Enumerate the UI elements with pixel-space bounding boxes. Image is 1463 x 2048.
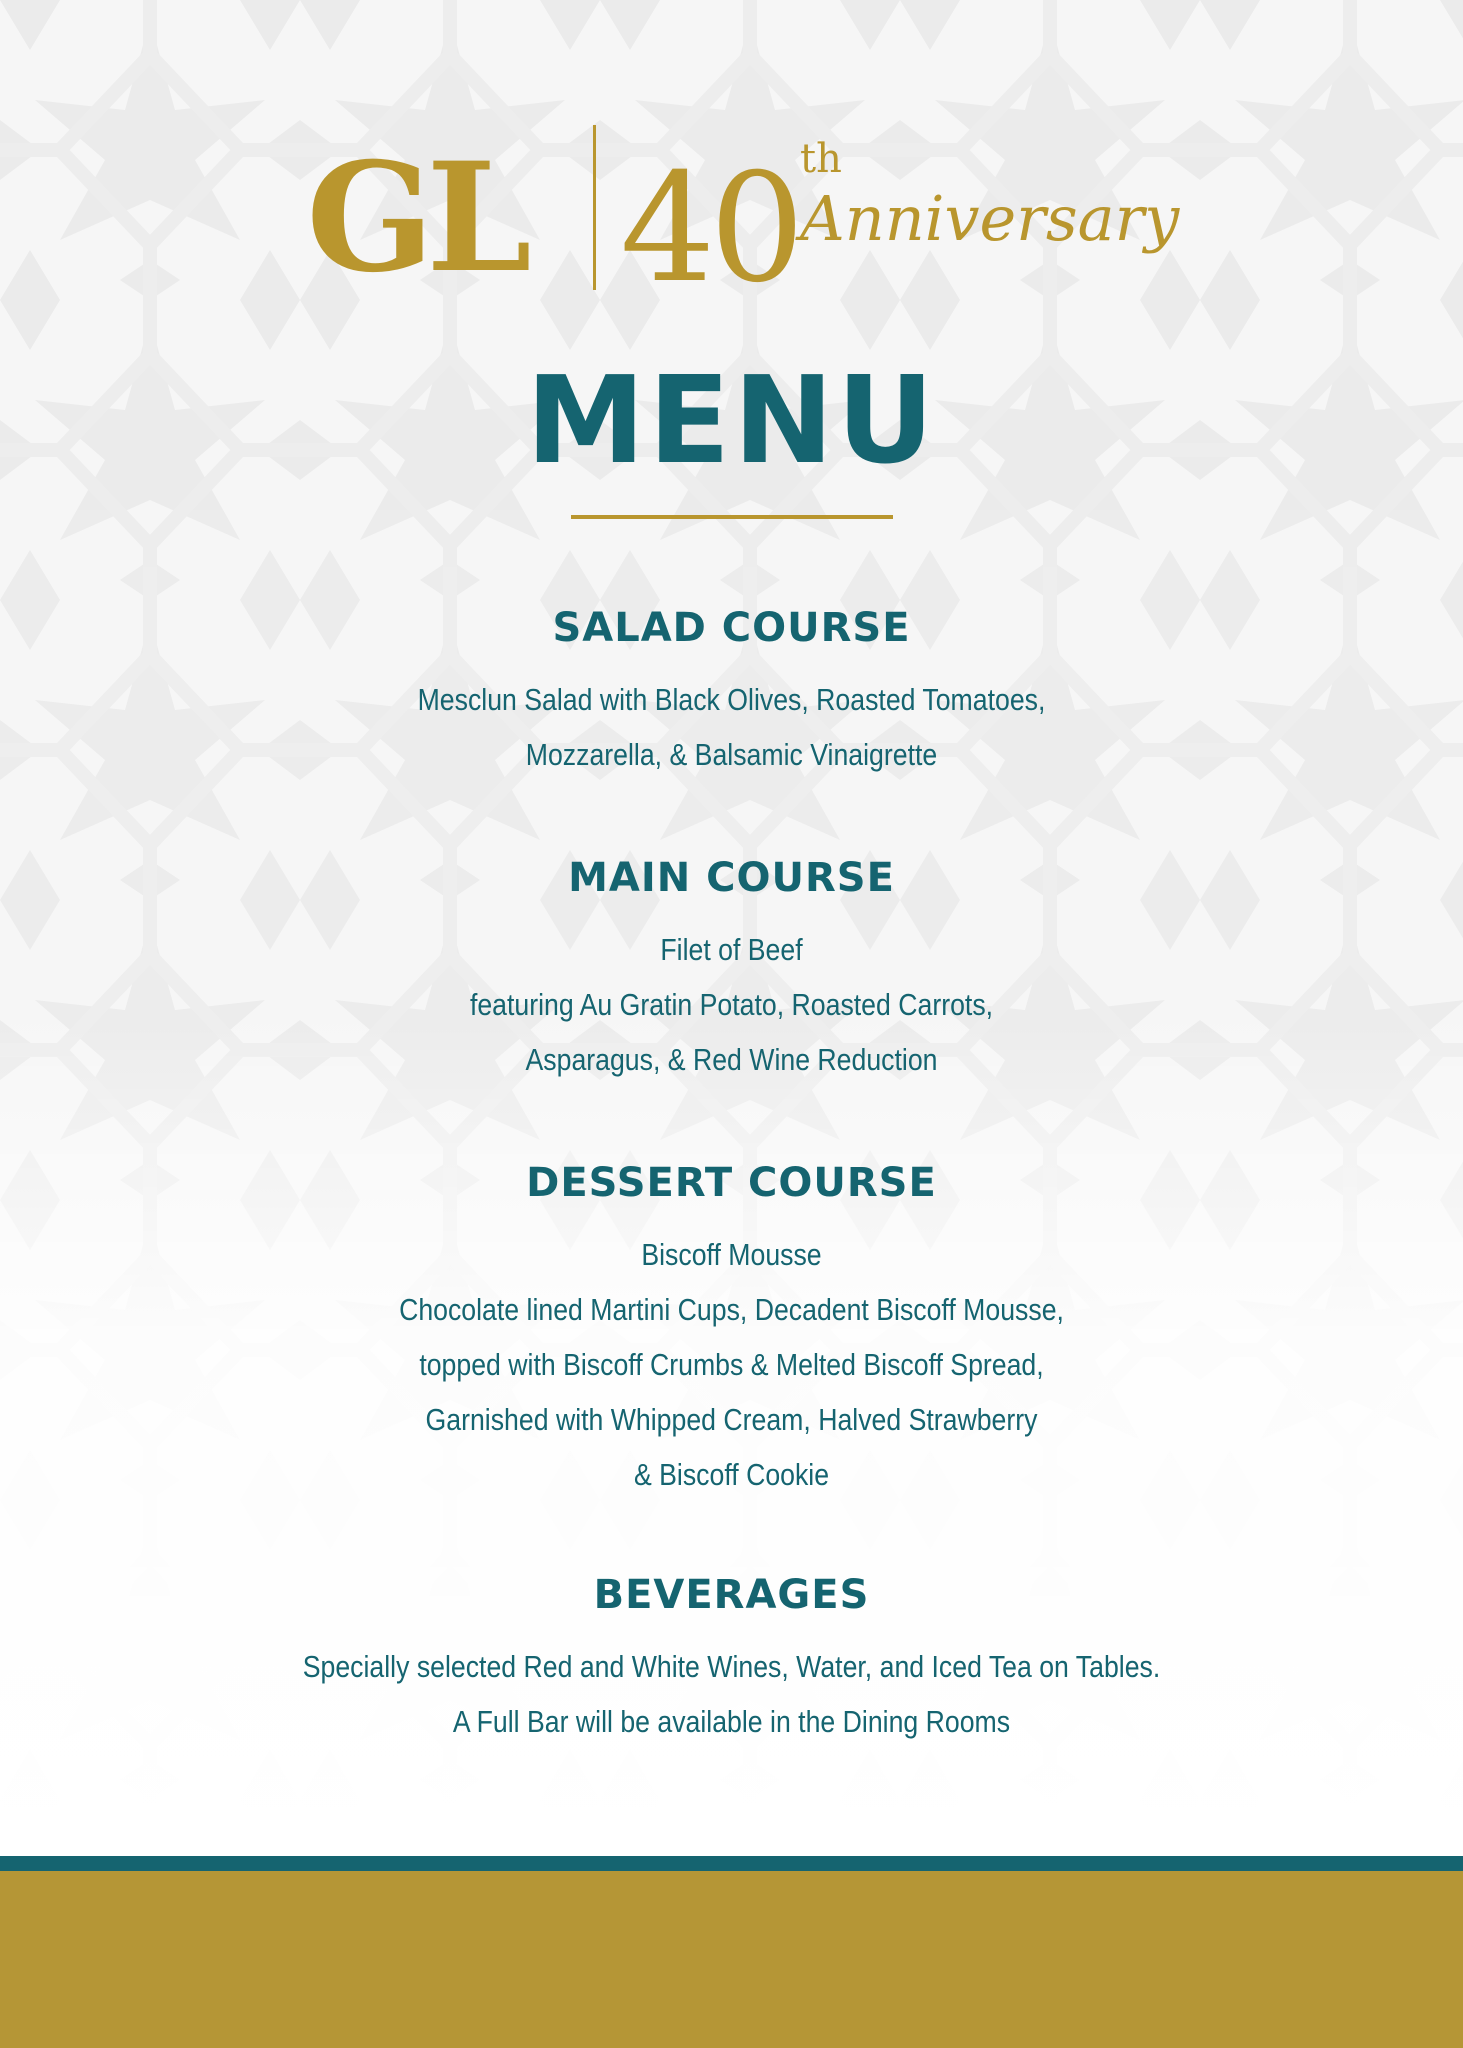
dessert-line-5: & Biscoff Cookie: [633, 1457, 830, 1492]
dessert-line-1: Biscoff Mousse: [641, 1237, 822, 1272]
dessert-course-section: [0, 1160, 1463, 1502]
monogram-logo-icon: [306, 130, 529, 306]
monogram-text: GL: [306, 130, 524, 306]
salad-course-heading: SALAD COURSE: [552, 605, 911, 651]
footer-gold-band: [0, 1871, 1463, 2048]
beverages-line-2: A Full Bar will be available in the Dining Rooms: [452, 1704, 1011, 1739]
dessert-line-3: topped with Biscoff Crumbs & Melted Biscoff Spread,: [419, 1347, 1044, 1382]
dessert-line-2: Chocolate lined Martini Cups, Decadent Biscoff Mousse,: [399, 1292, 1064, 1327]
main-course-section: [0, 855, 1463, 1087]
main-course-heading: MAIN COURSE: [568, 855, 895, 901]
dessert-line-4: Garnished with Whipped Cream, Halved Strawberry: [425, 1402, 1038, 1437]
anniversary-suffix: th: [800, 136, 842, 182]
main-line-3: Asparagus, & Red Wine Reduction: [525, 1042, 938, 1077]
anniversary-word: Anniversary: [800, 182, 1180, 255]
beverages-heading: BEVERAGES: [593, 1572, 870, 1618]
salad-line-2: Mozzarella, & Balsamic Vinaigrette: [525, 737, 938, 772]
anniversary-logo: [306, 110, 1180, 316]
title-underline: [571, 515, 893, 519]
salad-line-1: Mesclun Salad with Black Olives, Roasted Tomatoes,: [417, 682, 1046, 717]
footer-teal-band: [0, 1856, 1463, 1871]
beverages-section: [0, 1572, 1463, 1749]
logo-divider: [593, 125, 596, 290]
beverages-line-1: Specially selected Red and White Wines, Water, and Iced Tea on Tables.: [302, 1649, 1161, 1684]
anniversary-number: 40: [620, 142, 799, 316]
menu-title: MENU: [525, 352, 938, 491]
main-line-2: featuring Au Gratin Potato, Roasted Carrots,: [469, 987, 994, 1022]
main-line-1: Filet of Beef: [660, 932, 803, 967]
dessert-course-heading: DESSERT COURSE: [526, 1160, 937, 1206]
salad-course-section: [0, 605, 1463, 782]
